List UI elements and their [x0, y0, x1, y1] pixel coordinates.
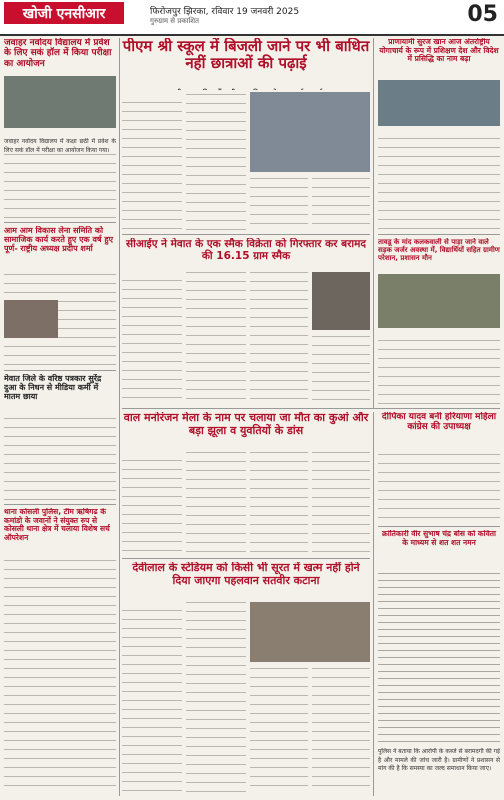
- mewat-body: [4, 416, 116, 502]
- lead-body-col4: [312, 176, 370, 232]
- paper-name: खोजी एनसीआर: [4, 2, 124, 24]
- poet-headline-box: [378, 530, 500, 560]
- divider: [122, 408, 500, 409]
- navodaya-photo: [4, 76, 116, 128]
- masthead: [0, 0, 504, 36]
- stadium-headline-box: [122, 562, 370, 598]
- mela-headline: वाल मनोरंजन मेला के नाम पर चलाया जा मौत का कुआं और बड़ा झूला व युवतियों के डांस: [123, 412, 369, 437]
- divider: [378, 526, 500, 527]
- police-headline: थाना कोसली पुलिस, टीम ऋषिगढ के कमांडो के जवानों ने संयुक्त रुप से कोसली थाना क्षेत्र में चलाया विशेष सर्च ऑपरेशन: [4, 508, 110, 542]
- divider: [122, 558, 370, 559]
- divider: [122, 234, 370, 235]
- smack-body-col2: [186, 270, 246, 406]
- navodaya-headline: जवाहर नवोदय विद्यालय में प्रवेश के लिए सकं हॉल में किया परीक्षा का आयोजन: [4, 38, 112, 69]
- column-rule: [119, 38, 120, 796]
- smack-body-col3: [250, 270, 308, 406]
- pranayam-photo: [378, 80, 500, 126]
- stadium-body-col4: [312, 666, 370, 794]
- lead-headline-box: [122, 38, 370, 78]
- pranayam-body: [378, 136, 500, 232]
- clean-india-headline-box: [4, 226, 116, 262]
- mela-headline-box: [122, 412, 370, 448]
- mela-body-col2: [186, 450, 246, 556]
- congress-headline: दीपिका यादव बनी हरियाणा महिला कांग्रेस की उपाध्यक्ष: [381, 412, 497, 433]
- navodaya-lead: जवाहर नवोदय विद्यालय में कक्षा छठी में प्रवेश के लिए सकं हॉल में परीक्षा का आयोजन किया गया।: [4, 138, 116, 152]
- date-line: फिरोजपुर झिरका, रविवार 19 जनवरी 2025: [150, 7, 300, 17]
- lead-body-col2: [186, 92, 246, 232]
- mela-body-col1: [122, 458, 182, 556]
- lead-subhead: [170, 89, 322, 90]
- stadium-body-col3: [250, 666, 308, 794]
- smack-headline-box: [122, 238, 370, 268]
- stadium-body-col1: [122, 608, 182, 794]
- stadium-body-col2: [186, 600, 246, 794]
- mewat-headline: मेवात जिले के वरिष्ठ पत्रकार सुरेंद्र दुआ के निधन से मीडिया कर्मी में मातम छाया: [4, 374, 102, 402]
- smack-body-col4: [312, 334, 370, 406]
- divider: [4, 222, 116, 223]
- pranayam-headline: प्राणायामी सुरज खान आज अंतर्राष्ट्रीय योगाचार्य के रूप में प्रशिक्षण देश और विदेश में प्रसिद्धि का नाम बढ़ा: [379, 38, 499, 64]
- lead-photo: [250, 92, 370, 172]
- smack-photo: [312, 272, 370, 330]
- police-body: [4, 558, 116, 794]
- body-sample: पुलिस ने बताया कि आरोपी के कब्जे से बरामदगी की गई है और मामले की जांच जारी है। ग्रामीणों ने प्रशासन से मांग की है कि समस्या का जल्द समाधान किया जाए।: [378, 748, 500, 773]
- column-rule: [373, 38, 374, 408]
- divider: [378, 234, 500, 235]
- lead-body-col3: [250, 176, 308, 232]
- lead-headline: पीएम श्री स्कूल में बिजली जाने पर भी बाधित नहीं छात्राओं की पढ़ाई: [122, 38, 370, 73]
- mangli-body: [378, 338, 500, 406]
- mangli-photo: [378, 274, 500, 328]
- pranayam-headline-box: [378, 38, 500, 78]
- stadium-headline: देवीलाल के स्टेडियम को किसी भी सूरत में खत्म नहीं होने दिया जाएगा पहलवान सतवीर कटाना: [132, 562, 360, 587]
- police-headline-box: [4, 508, 116, 548]
- poet-body: [378, 570, 500, 746]
- lead-body-col1: [122, 100, 182, 232]
- mangli-headline: तावडू के मांद कलकवाली से पाड़ा जाने वाले सड़क जर्जर अवस्था में, विद्यार्थियों सहित ग्रामीण परेशान, प्रशासन मौन: [378, 238, 500, 263]
- navodaya-body: [4, 152, 116, 220]
- clean-india-headline: आम आम विकास लेना समिति को सामाजिक कार्य करते हुए एक वर्ष हुए पूर्ण- राष्ट्रीय अध्यक्ष प्रदीप शर्मा: [4, 226, 114, 254]
- smack-body-col1: [122, 278, 182, 406]
- navodaya-headline-box: [4, 38, 116, 74]
- congress-body: [378, 452, 500, 524]
- masthead-meta: गुरुग्राम से प्रकाशित: [150, 17, 199, 25]
- mewat-headline-box: [4, 374, 116, 406]
- column-rule: [373, 412, 374, 796]
- mangli-headline-box: [378, 238, 500, 272]
- page-number: 05: [467, 2, 498, 27]
- smack-headline: सीआईए ने मेवात के एक स्मैक विक्रेता को गिरफ्तार कर बरामद की 16.15 ग्राम स्मैक: [126, 238, 366, 263]
- mela-body-col3: [250, 450, 308, 556]
- mela-body-col4: [312, 450, 370, 556]
- stadium-photo: [250, 602, 370, 662]
- poet-headline: क्रांतिकारी वीर सुभाष चंद्र बोस को कविता के माध्यम से शत शत नमन: [382, 530, 496, 547]
- divider: [4, 504, 116, 505]
- clean-india-photo: [4, 300, 58, 338]
- congress-headline-box: [378, 412, 500, 442]
- divider: [4, 370, 116, 371]
